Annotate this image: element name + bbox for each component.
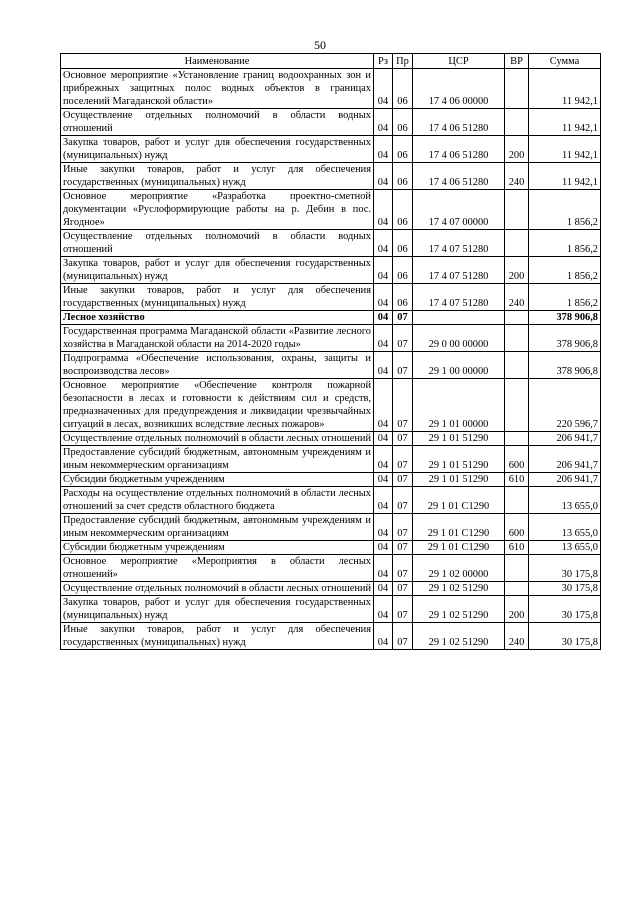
row-csr [413,311,505,325]
row-rz: 04 [374,514,393,541]
row-rz: 04 [374,284,393,311]
column-header-csr: ЦСР [413,54,505,69]
row-name: Осуществление отдельных полномочий в области водных отношений [61,230,374,257]
row-pr: 07 [393,311,413,325]
row-vr [505,190,529,230]
row-csr: 17 4 07 51280 [413,230,505,257]
table-row [61,69,601,109]
row-vr: 610 [505,473,529,487]
row-csr: 17 4 07 00000 [413,190,505,230]
row-name: Основное мероприятие «Разработка проектно-сметной документации «Руслоформирующие работы на р. Дебин в пос. Ягодное» [61,190,374,230]
row-pr: 07 [393,379,413,432]
row-pr: 06 [393,163,413,190]
row-pr: 07 [393,623,413,650]
table-row [61,379,601,432]
row-pr: 07 [393,432,413,446]
table-row [61,352,601,379]
row-vr [505,352,529,379]
table-row [61,190,601,230]
row-name: Субсидии бюджетным учреждениям [61,541,374,555]
row-pr: 07 [393,473,413,487]
row-name: Иные закупки товаров, работ и услуг для обеспечения государственных (муниципальных) нужд [61,284,374,311]
row-csr: 17 4 07 51280 [413,284,505,311]
row-rz: 04 [374,109,393,136]
row-sum: 206 941,7 [529,446,601,473]
row-sum: 220 596,7 [529,379,601,432]
row-csr: 29 1 02 51290 [413,582,505,596]
table-row [61,541,601,555]
table-row [61,446,601,473]
row-pr: 06 [393,69,413,109]
row-vr: 240 [505,284,529,311]
row-vr [505,379,529,432]
table-row [61,582,601,596]
row-name: Основное мероприятие «Мероприятия в области лесных отношений» [61,555,374,582]
row-csr: 29 1 00 00000 [413,352,505,379]
table-row [61,230,601,257]
row-rz: 04 [374,582,393,596]
row-csr: 29 1 01 С1290 [413,541,505,555]
column-header-vr: ВР [505,54,529,69]
row-pr: 07 [393,325,413,352]
row-pr: 07 [393,487,413,514]
row-rz: 04 [374,352,393,379]
row-vr: 200 [505,257,529,284]
row-pr: 07 [393,514,413,541]
table-row [61,487,601,514]
row-rz: 04 [374,379,393,432]
page-number: 50 [314,38,326,52]
row-name: Осуществление отдельных полномочий в области водных отношений [61,109,374,136]
row-pr: 07 [393,582,413,596]
row-rz: 04 [374,69,393,109]
row-csr: 29 1 01 С1290 [413,514,505,541]
row-pr: 06 [393,190,413,230]
row-csr: 29 1 01 51290 [413,432,505,446]
row-pr: 07 [393,446,413,473]
row-csr: 29 1 02 00000 [413,555,505,582]
row-vr: 610 [505,541,529,555]
row-name: Лесное хозяйство [61,311,374,325]
row-sum: 11 942,1 [529,109,601,136]
column-header-sum: Сумма [529,54,601,69]
table-row [61,514,601,541]
row-sum: 206 941,7 [529,432,601,446]
table-row [61,555,601,582]
row-rz: 04 [374,446,393,473]
row-rz: 04 [374,541,393,555]
row-csr: 29 1 01 51290 [413,446,505,473]
row-pr: 07 [393,541,413,555]
row-sum: 13 655,0 [529,514,601,541]
table-row [61,257,601,284]
row-rz: 04 [374,596,393,623]
row-rz: 04 [374,190,393,230]
column-header-rz: Рз [374,54,393,69]
table-row [61,596,601,623]
row-rz: 04 [374,473,393,487]
row-sum: 1 856,2 [529,284,601,311]
table-row [61,163,601,190]
row-name: Расходы на осуществление отдельных полномочий в области лесных отношений за счет средств областного бюджета [61,487,374,514]
row-sum: 30 175,8 [529,582,601,596]
row-pr: 06 [393,284,413,311]
row-vr [505,582,529,596]
row-vr [505,487,529,514]
row-csr: 17 4 06 51280 [413,136,505,163]
row-name: Иные закупки товаров, работ и услуг для обеспечения государственных (муниципальных) нужд [61,623,374,650]
row-name: Государственная программа Магаданской области «Развитие лесного хозяйства в Магаданской области на 2014-2020 годы» [61,325,374,352]
row-csr: 29 1 01 51290 [413,473,505,487]
row-sum: 378 906,8 [529,352,601,379]
row-pr: 07 [393,596,413,623]
row-vr: 600 [505,446,529,473]
row-vr [505,432,529,446]
row-csr: 29 1 02 51290 [413,596,505,623]
row-rz: 04 [374,136,393,163]
row-sum: 13 655,0 [529,487,601,514]
row-name: Осуществление отдельных полномочий в области лесных отношений [61,582,374,596]
table-row [61,311,601,325]
column-header-pr: Пр [393,54,413,69]
table-header-row [61,54,601,69]
row-rz: 04 [374,325,393,352]
row-name: Основное мероприятие «Установление границ водоохранных зон и прибрежных защитных полос водных объектов в границах поселений Магаданской области» [61,69,374,109]
table-row [61,473,601,487]
row-pr: 06 [393,230,413,257]
row-rz: 04 [374,257,393,284]
row-name: Закупка товаров, работ и услуг для обеспечения государственных (муниципальных) нужд [61,136,374,163]
row-vr [505,325,529,352]
row-vr: 240 [505,163,529,190]
row-sum: 206 941,7 [529,473,601,487]
row-csr: 29 0 00 00000 [413,325,505,352]
table-row [61,109,601,136]
row-name: Предоставление субсидий бюджетным, автономным учреждениям и иным некоммерческим организациям [61,514,374,541]
row-vr [505,230,529,257]
row-vr: 240 [505,623,529,650]
row-sum: 11 942,1 [529,136,601,163]
row-csr: 29 1 01 00000 [413,379,505,432]
row-vr [505,109,529,136]
row-rz: 04 [374,432,393,446]
row-csr: 17 4 07 51280 [413,257,505,284]
row-sum: 11 942,1 [529,163,601,190]
row-sum: 11 942,1 [529,69,601,109]
row-sum: 30 175,8 [529,623,601,650]
row-vr [505,69,529,109]
table-row [61,432,601,446]
row-vr: 200 [505,136,529,163]
table-row [61,623,601,650]
row-sum: 30 175,8 [529,555,601,582]
row-csr: 17 4 06 51280 [413,163,505,190]
row-pr: 06 [393,136,413,163]
row-name: Предоставление субсидий бюджетным, автономным учреждениям и иным некоммерческим организациям [61,446,374,473]
budget-table [60,53,601,650]
row-sum: 1 856,2 [529,230,601,257]
row-name: Закупка товаров, работ и услуг для обеспечения государственных (муниципальных) нужд [61,257,374,284]
row-vr: 600 [505,514,529,541]
row-pr: 07 [393,555,413,582]
row-rz: 04 [374,230,393,257]
row-pr: 06 [393,257,413,284]
row-sum: 1 856,2 [529,190,601,230]
row-sum: 1 856,2 [529,257,601,284]
row-csr: 29 1 02 51290 [413,623,505,650]
table-row [61,325,601,352]
row-name: Иные закупки товаров, работ и услуг для обеспечения государственных (муниципальных) нужд [61,163,374,190]
row-vr [505,311,529,325]
row-csr: 17 4 06 51280 [413,109,505,136]
row-csr: 17 4 06 00000 [413,69,505,109]
row-rz: 04 [374,163,393,190]
row-rz: 04 [374,487,393,514]
row-name: Подпрограмма «Обеспечение использования, охраны, защиты и воспроизводства лесов» [61,352,374,379]
row-vr [505,555,529,582]
table-row [61,284,601,311]
column-header-name: Наименование [61,54,374,69]
row-pr: 06 [393,109,413,136]
row-pr: 07 [393,352,413,379]
row-sum: 30 175,8 [529,596,601,623]
row-sum: 13 655,0 [529,541,601,555]
row-rz: 04 [374,623,393,650]
row-name: Закупка товаров, работ и услуг для обеспечения государственных (муниципальных) нужд [61,596,374,623]
table-body [61,69,601,650]
row-name: Осуществление отдельных полномочий в области лесных отношений [61,432,374,446]
row-vr: 200 [505,596,529,623]
row-name: Субсидии бюджетным учреждениям [61,473,374,487]
row-sum: 378 906,8 [529,325,601,352]
row-sum: 378 906,8 [529,311,601,325]
row-rz: 04 [374,311,393,325]
row-name: Основное мероприятие «Обеспечение контроля пожарной безопасности в лесах и готовности к действиям сил и средств, предназначенных для предупреждения и ликвидации чрезвычайных ситуаций в лесах, возникших вследствие лесных пожаров» [61,379,374,432]
row-csr: 29 1 01 С1290 [413,487,505,514]
row-rz: 04 [374,555,393,582]
table-row [61,136,601,163]
